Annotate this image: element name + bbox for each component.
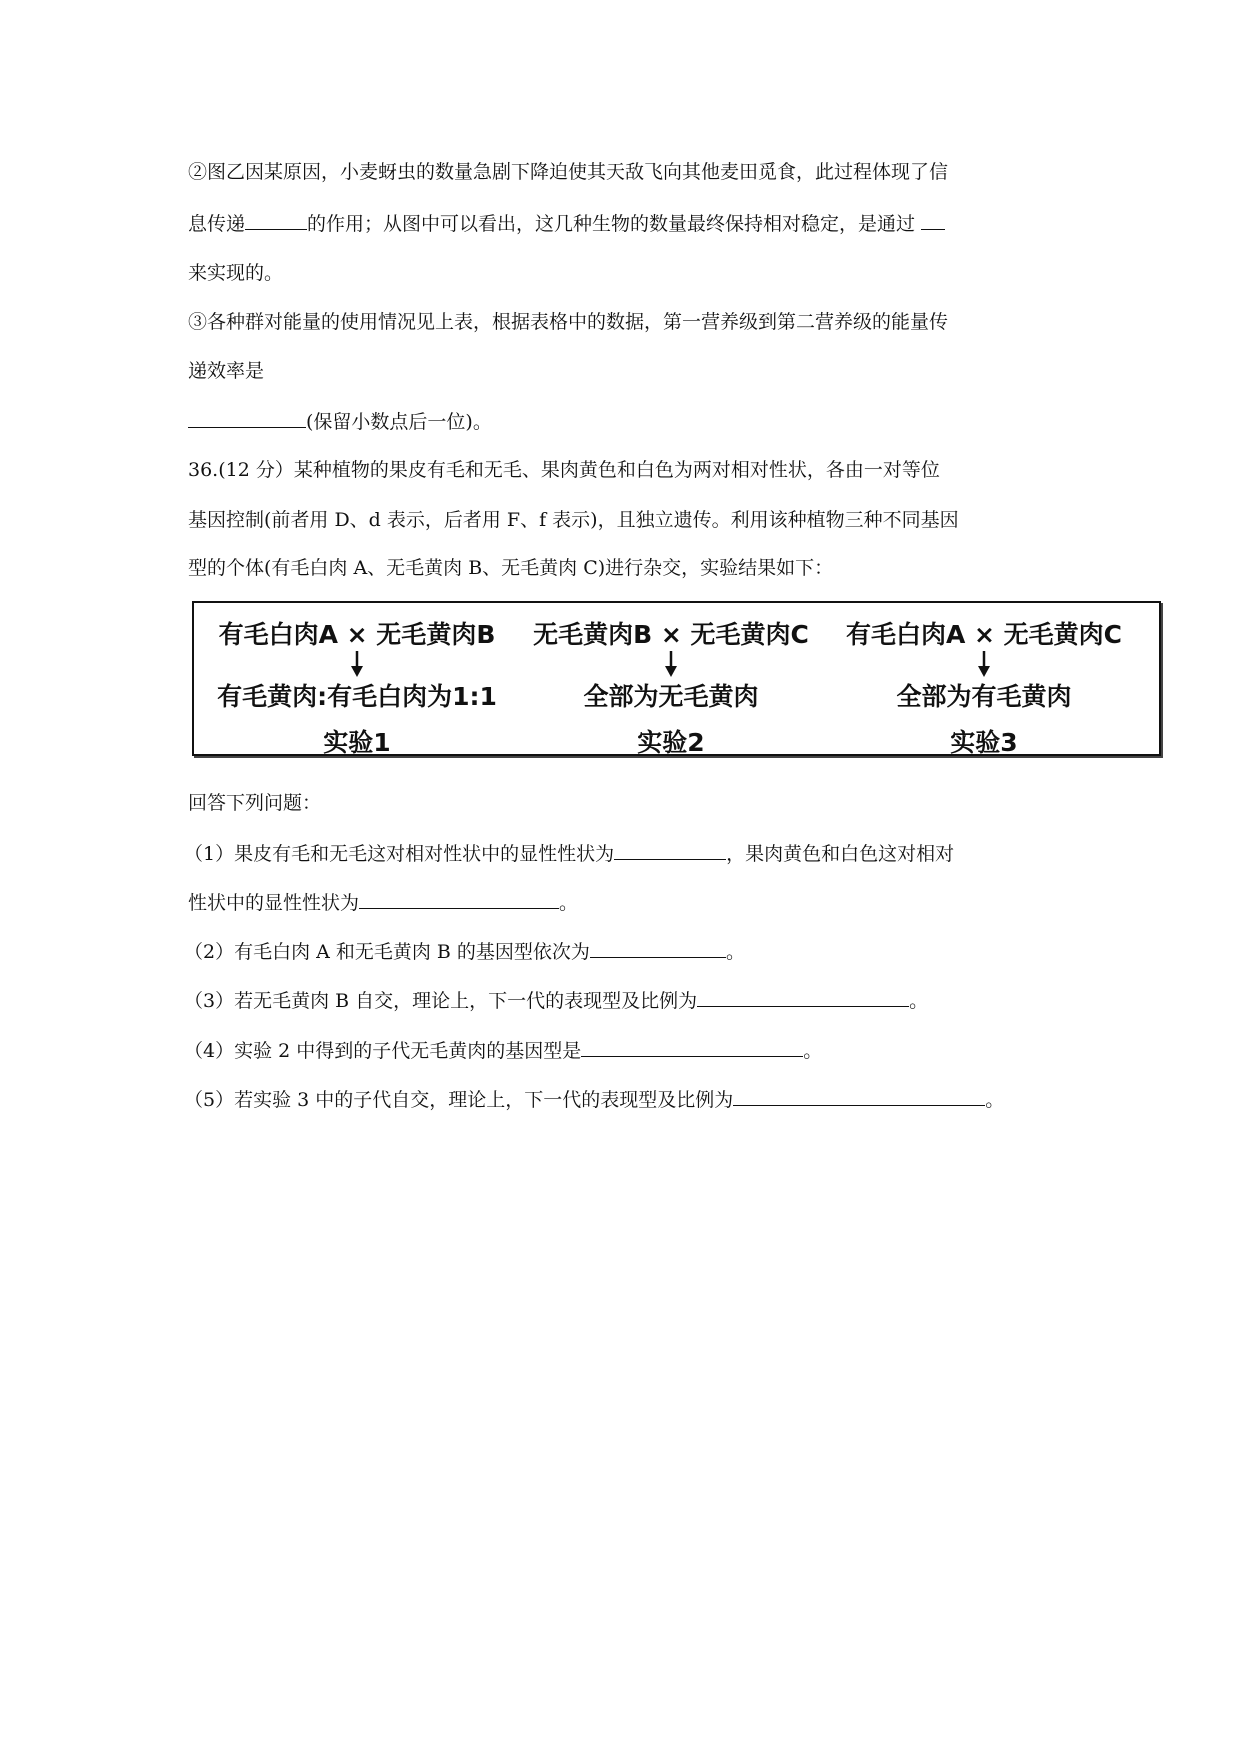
- answer-blank[interactable]: [590, 939, 726, 958]
- down-arrow-icon: [977, 651, 991, 677]
- experiment-1-result: 有毛黄肉:有毛白肉为1:1: [217, 682, 497, 711]
- experiment-1-cross: 有毛白肉A × 无毛黄肉B: [218, 620, 496, 649]
- q35-part3-line2: 递效率是: [188, 360, 265, 382]
- q36-line2: 基因控制(前者用 D、d 表示，后者用 F、f 表示)，且独立遗传。利用该种植物三种不同基因: [188, 509, 959, 531]
- down-arrow-icon: [664, 651, 678, 677]
- answer-blank[interactable]: [697, 988, 909, 1007]
- q36-line3: 型的个体(有毛白肉 A、无毛黄肉 B、无毛黄肉 C)进行杂交，实验结果如下：: [188, 557, 834, 579]
- question-1-line2: 性状中的显性性状为 。: [188, 892, 579, 914]
- experiment-2-result: 全部为无毛黄肉: [583, 682, 759, 711]
- experiment-2: [516, 615, 826, 759]
- experiment-1-label: 实验1: [323, 728, 391, 757]
- q35-part2-line1: ②图乙因某原因，小麦蚜虫的数量急剧下降迫使其天敌飞向其他麦田觅食，此过程体现了信: [188, 161, 949, 183]
- experiment-3-result: 全部为有毛黄肉: [896, 682, 1072, 711]
- question-2: （2）有毛白肉 A 和无毛黄肉 B 的基因型依次为 。: [184, 941, 745, 963]
- answer-blank[interactable]: [733, 1087, 985, 1106]
- q35-part2-line3: 来实现的。: [188, 262, 284, 284]
- question-4: （4）实验 2 中得到的子代无毛黄肉的基因型是 。: [184, 1040, 823, 1062]
- experiment-2-label: 实验2: [637, 728, 705, 757]
- experiment-2-cross: 无毛黄肉B × 无毛黄肉C: [533, 620, 809, 649]
- q35-part3-line3: (保留小数点后一位)。: [188, 409, 492, 434]
- answer-prompt: 回答下列问题：: [188, 792, 322, 814]
- answer-blank[interactable]: [614, 841, 726, 860]
- experiment-3-label: 实验3: [950, 728, 1018, 757]
- experiment-1: [202, 615, 512, 759]
- answer-blank[interactable]: [921, 211, 945, 230]
- question-3: （3）若无毛黄肉 B 自交，理论上，下一代的表现型及比例为 。: [184, 990, 929, 1012]
- answer-blank[interactable]: [581, 1038, 803, 1057]
- experiment-3-cross: 有毛白肉A × 无毛黄肉C: [845, 620, 1123, 649]
- answer-blank[interactable]: [188, 409, 306, 428]
- answer-blank[interactable]: [245, 211, 307, 230]
- experiment-diagram: [192, 601, 1161, 756]
- q35-part3-line1: ③各种群对能量的使用情况见上表，根据表格中的数据，第一营养级到第二营养级的能量传: [188, 311, 949, 333]
- experiment-3: [826, 615, 1142, 759]
- q36-line1: 36.(12 分）某种植物的果皮有毛和无毛、果肉黄色和白色为两对相对性状，各由一对等位: [188, 459, 940, 481]
- q35-part2-line2: 息传递 的作用；从图中可以看出，这几种生物的数量最终保持相对稳定，是通过: [188, 211, 945, 236]
- answer-blank[interactable]: [359, 890, 559, 909]
- question-1-line1: （1）果皮有毛和无毛这对相对性状中的显性性状为 ，果肉黄色和白色这对相对: [184, 843, 955, 865]
- question-5: （5）若实验 3 中的子代自交，理论上，下一代的表现型及比例为 。: [184, 1089, 1005, 1111]
- down-arrow-icon: [350, 651, 364, 677]
